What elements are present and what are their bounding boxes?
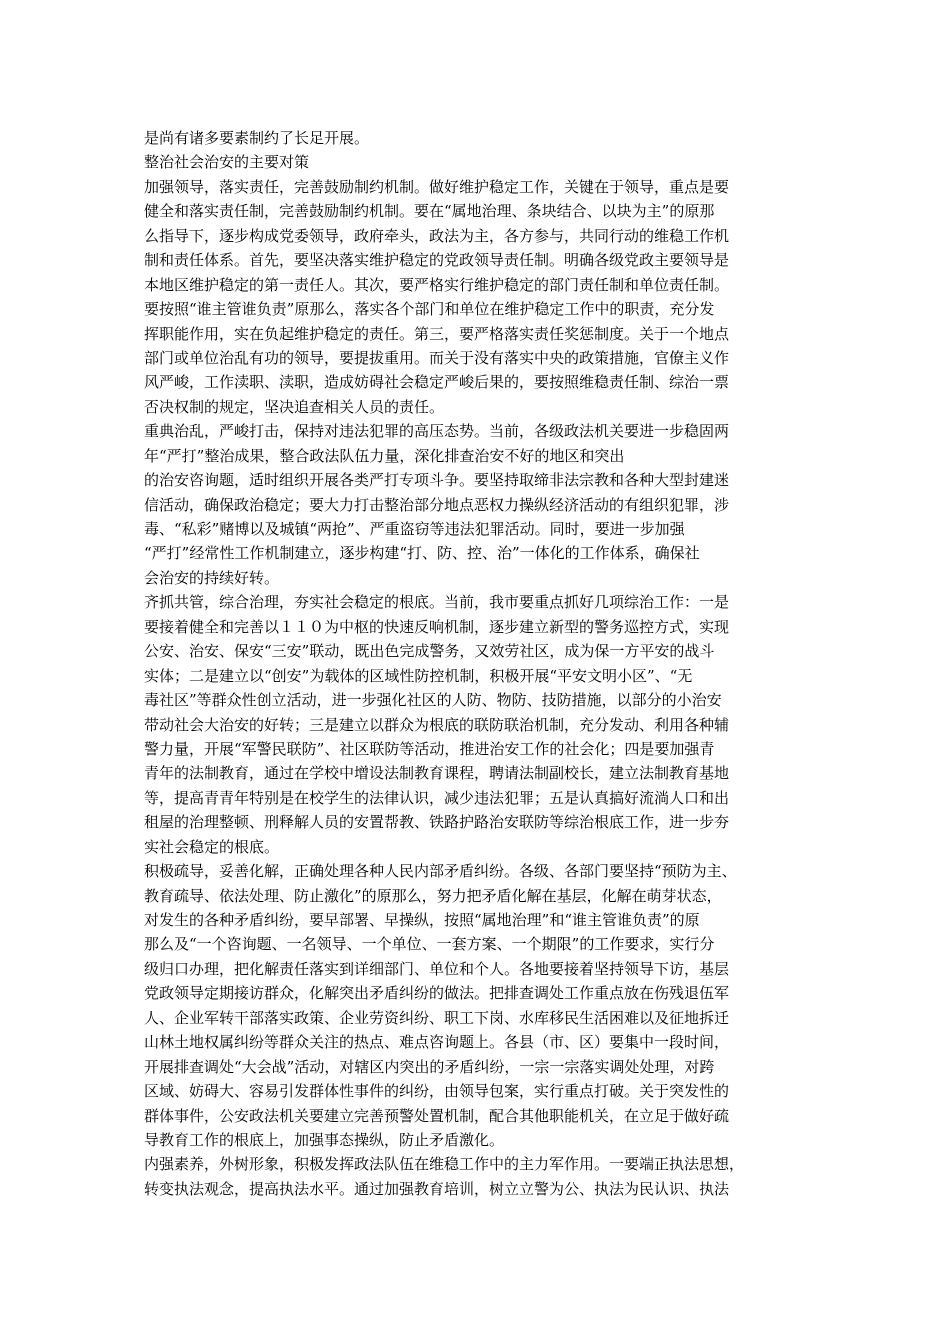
text-line: 人、企业军转干部落实政策、企业劳资纠纷、职工下岗、水库移民生活困难以及征地拆迁 (144, 1008, 730, 1027)
text-line: 转变执法观念，提高执法水平。通过加强教育培训，树立立警为公、执法为民认识、执法 (144, 1179, 730, 1198)
text-line: 么指导下，逐步构成党委领导，政府牵头，政法为主，各方参与，共同行动的维稳工作机 (144, 226, 730, 245)
text-line: 要接着健全和完善以１１０为中枢的快速反响机制，逐步建立新型的警务巡控方式，实现 (144, 617, 730, 636)
text-line: 要按照“谁主管谁负责”原那么，落实各个部门和单位在维护稳定工作中的职责，充分发 (144, 300, 715, 319)
text-line: 年“严打”整治成果，整合政法队伍力量，深化排查治安不好的地区和突出 (144, 446, 625, 465)
text-line: 教育疏导、依法处理、防止激化”的原那么，努力把矛盾化解在基层，化解在萌芽状态， (144, 886, 722, 905)
text-line: 租屋的治理整顿、刑释解人员的安置帮教、铁路护路治安联防等综治根底工作，进一步夯 (144, 813, 730, 832)
text-line: 导教育工作的根底上，加强事态操纵，防止矛盾激化。 (144, 1130, 505, 1149)
text-line: 等，提高青青年特别是在校学生的法律认识，减少违法犯罪；五是认真搞好流淌人口和出 (144, 788, 730, 807)
text-line: 会治安的持续好转。 (144, 568, 280, 587)
text-line: 带动社会大治安的好转；三是建立以群众为根底的联防联治机制，充分发动、利用各种辅 (144, 715, 730, 734)
text-line: 整治社会治安的主要对策 (144, 153, 310, 172)
text-line: 重典治乱，严峻打击，保持对违法犯罪的高压态势。当前，各级政法机关要进一步稳固两 (144, 422, 730, 441)
text-line: 那么及“一个咨询题、一名领导、一个单位、一套方案、一个期限”的工作要求，实行分 (144, 935, 715, 954)
text-line: 加强领导，落实责任，完善鼓励制约机制。做好维护稳定工作，关键在于领导，重点是要 (144, 177, 730, 196)
text-line: 毒社区”等群众性创立活动，进一步强化社区的人防、物防、技防措施，以部分的小治安 (144, 691, 722, 710)
text-line: 制和责任体系。首先，要坚决落实维护稳定的党政领导责任制。明确各级党政主要领导是 (144, 251, 730, 270)
text-line: 否决权制的规定，坚决追查相关人员的责任。 (144, 397, 445, 416)
text-line: 实体；二是建立以“创安”为载体的区域性防控机制，积极开展“平安文明小区”、“无 (144, 666, 693, 685)
text-line: 的治安咨询题，适时组织开展各类严打专项斗争。要坚持取缔非法宗教和各种大型封建迷 (144, 471, 730, 490)
text-line: 公安、治安、保安“三安”联动，既出色完成警务，又效劳社区，成为保一方平安的战斗 (144, 642, 715, 661)
text-line: 党政领导定期接访群众，化解突出矛盾纠纷的做法。把排查调处工作重点放在伤残退伍军 (144, 984, 730, 1003)
text-line: 级归口办理，把化解责任落实到详细部门、单位和个人。各地要接着坚持领导下访，基层 (144, 959, 730, 978)
text-line: 毒、“私彩”赌博以及城镇“两抢”、严重盗窃等违法犯罪活动。同时，要进一步加强 (144, 520, 685, 538)
text-line: 健全和落实责任制，完善鼓励制约机制。要在“属地治理、条块结合、以块为主”的原那 (144, 202, 715, 221)
text-line: 本地区维护稳定的第一责任人。其次，要严格实行维护稳定的部门责任制和单位责任制。 (144, 275, 730, 294)
text-line: 信活动，确保政治稳定；要大力打击整治部分地点恶权力操纵经济活动的有组织犯罪，涉 (144, 495, 730, 514)
text-line: 区域、妨碍大、容易引发群体性事件的纠纷，由领导包案，实行重点打破。关于突发性的 (144, 1082, 730, 1101)
text-line: 警力量，开展“军警民联防”、社区联防等活动，推进治安工作的社会化；四是要加强青 (144, 739, 715, 758)
text-line: 群体事件，公安政法机关要建立完善预警处置机制，配合其他职能机关，在立足于做好疏 (144, 1106, 730, 1125)
text-line: 山林土地权属纠纷等群众关注的热点、难点咨询题上。各县（市、区）要集中一段时间， (144, 1033, 730, 1052)
text-line: 积极疏导，妥善化解，正确处理各种人民内部矛盾纠纷。各级、各部门要坚持“预防为主、 (144, 862, 737, 881)
text-line: 是尚有诸多要素制约了长足开展。 (144, 129, 370, 147)
text-line: 对发生的各种矛盾纠纷，要早部署、早操纵，按照“属地治理”和“谁主管谁负责”的原 (144, 911, 700, 929)
text-line: “严打”经常性工作机制建立，逐步构建“打、防、控、治”一体化的工作体系，确保社 (144, 544, 700, 563)
text-line: 挥职能作用，实在负起维护稳定的责任。第三，要严格落实责任奖惩制度。关于一个地点 (144, 324, 730, 343)
text-line: 齐抓共管，综合治理，夯实社会稳定的根底。当前，我市要重点抓好几项综治工作：一是 (144, 593, 730, 612)
text-line: 实社会稳定的根底。 (144, 837, 280, 856)
text-line: 内强素养，外树形象，积极发挥政法队伍在维稳工作中的主力军作用。一要端正执法思想， (144, 1155, 745, 1174)
text-line: 部门或单位治乱有功的领导，要提拔重用。而关于没有落实中央的政策措施，官僚主义作 (144, 348, 730, 367)
text-line: 青年的法制教育，通过在学校中增设法制教育课程，聘请法制副校长，建立法制教育基地 (144, 764, 730, 783)
document-body (144, 126, 824, 1201)
text-line: 风严峻，工作渎职、渎职，造成妨碍社会稳定严峻后果的，要按照维稳责任制、综治一票 (144, 373, 730, 392)
text-line: 开展排查调处“大会战”活动，对辖区内突出的矛盾纠纷，一宗一宗落实调处处理，对跨 (144, 1057, 715, 1076)
